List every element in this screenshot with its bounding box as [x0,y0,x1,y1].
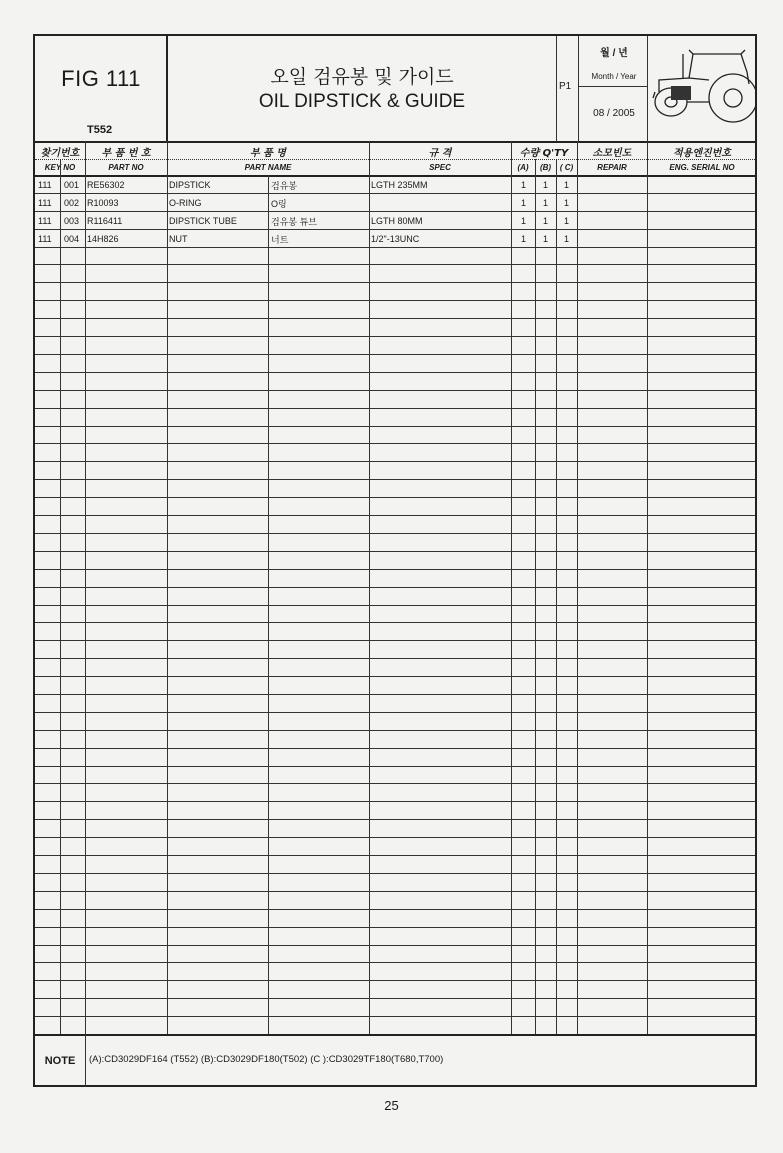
month-year-label-ko: 월 / 년 [600,48,628,59]
col-qty-a: (A) [517,163,529,172]
row-name-en: DIPSTICK [169,180,211,190]
row-part-no: R116411 [87,216,123,226]
col-repair-ko: 소모빈도 [592,148,632,159]
figure-number: FIG 111 [61,66,141,91]
parts-sheet [33,34,757,1087]
row-qty-b: 1 [543,180,549,190]
month-year-value: 08 / 2005 [593,108,635,119]
row-qty-b: 1 [543,234,549,244]
month-year-label-en: Month / Year [591,72,637,81]
row-name-ko: 너트 [271,235,289,245]
row-qty-c: 1 [564,198,570,208]
page-number: 25 [384,1098,399,1113]
table-bottom-line [35,1034,755,1036]
col-eng-serial-ko: 적용엔진번호 [673,148,731,159]
row-qty-a: 1 [521,180,527,190]
row-spec: 1/2"-13UNC [371,234,420,244]
row-spec: LGTH 235MM [371,180,428,190]
column-line [167,141,168,1034]
row-qty-b: 1 [543,216,549,226]
page-code: P1 [559,81,572,92]
column-line [85,141,86,1034]
column-line [511,141,512,1034]
header-divider [556,36,557,142]
row-key: 003 [64,216,80,226]
col-key-no-en: KEY NO [44,163,76,172]
row-part-no: 14H826 [87,234,119,244]
row-fig: 111 [38,198,52,208]
column-line [268,175,269,1034]
header-divider [166,36,168,142]
row-name-ko: O링 [271,199,287,209]
row-qty-a: 1 [521,234,527,244]
column-line [369,141,370,1034]
note-text: (A):CD3029DF164 (T552) (B):CD3029DF180(T502) (C ):CD3029TF180(T680,T700) [89,1054,444,1065]
col-spec-ko: 규 격 [428,148,452,159]
row-qty-a: 1 [521,198,527,208]
col-qty-ko: 수량 Q'TY [519,148,569,159]
row-name-ko: 검유봉 [271,181,298,191]
row-name-ko: 검유봉 튜브 [271,217,317,227]
row-qty-c: 1 [564,180,570,190]
col-key-no-ko: 찾기번호 [40,148,80,159]
column-line [60,159,61,1034]
col-spec-en: SPEC [429,163,451,172]
row-fig: 111 [38,216,52,226]
column-line [556,159,557,1034]
model-label: T552 [87,124,113,136]
col-part-no-en: PART NO [108,163,144,172]
row-name-en: DIPSTICK TUBE [169,216,237,226]
page-code-box [557,36,579,142]
row-qty-c: 1 [564,216,570,226]
col-qty-c: ( C) [559,163,574,172]
row-qty-b: 1 [543,198,549,208]
row-fig: 111 [38,180,52,190]
row-spec: LGTH 80MM [371,216,423,226]
row-part-no: R10093 [87,198,119,208]
figure-box [35,36,167,142]
row-fig: 111 [38,234,52,244]
col-part-name-ko: 부 품 명 [250,148,286,159]
title-box [167,36,557,142]
header-divider [578,36,579,142]
header-divider [578,86,648,87]
row-name-en: NUT [169,234,188,244]
col-repair-en: REPAIR [597,163,627,172]
row-key: 001 [64,180,80,190]
row-key: 002 [64,198,80,208]
row-name-en: O-RING [169,198,202,208]
column-line [647,141,648,1034]
column-line [535,159,536,1034]
row-qty-a: 1 [521,216,527,226]
row-part-no: RE56302 [87,180,125,190]
col-part-no-ko: 부 품 번 호 [101,148,151,159]
col-qty-b: (B) [539,163,552,172]
tractor-icon [649,36,757,140]
header-divider [647,36,648,142]
row-key: 004 [64,234,80,244]
col-part-name-en: PART NAME [244,163,292,172]
row-qty-c: 1 [564,234,570,244]
title-korean: 오일 검유봉 및 가이드 [270,66,454,88]
col-eng-serial-en: ENG. SERIAL NO [669,163,735,172]
title-english: OIL DIPSTICK & GUIDE [258,91,466,112]
note-label: NOTE [44,1055,76,1067]
note-divider [85,1034,86,1087]
column-line [577,141,578,1034]
